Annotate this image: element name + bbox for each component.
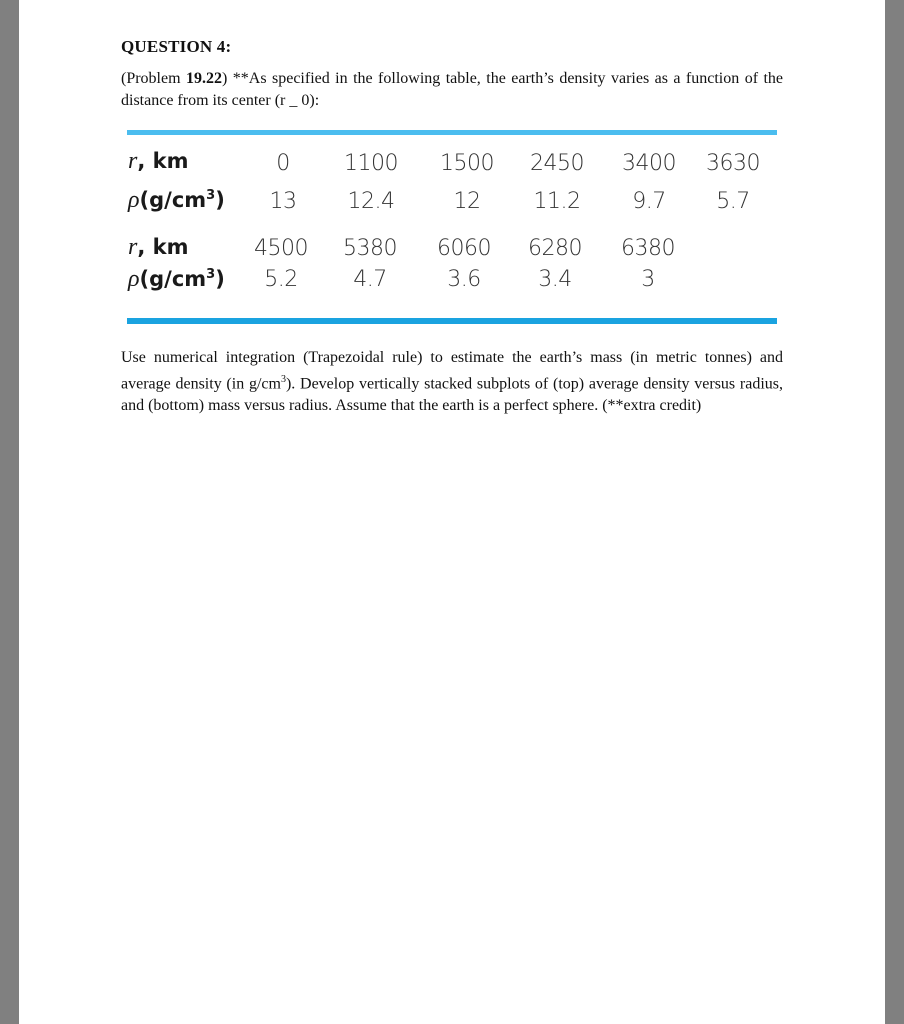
rho-label-row2 <box>128 266 225 293</box>
table-top-rule <box>127 130 777 135</box>
table-cell: 3630 <box>706 151 760 176</box>
r-unit: , km <box>137 149 189 173</box>
table-cell: 0 <box>276 151 290 176</box>
r-unit: , km <box>137 235 189 259</box>
table-cell: 3.4 <box>538 267 572 292</box>
table-cell: 1100 <box>344 151 398 176</box>
table-cell: 12 <box>453 189 481 214</box>
table-cell: 11.2 <box>533 189 581 214</box>
table-cell: 3 <box>641 267 655 292</box>
problem-intro <box>121 68 783 112</box>
rho-unit-sup: 3 <box>206 188 216 203</box>
table-cell: 6060 <box>437 236 491 261</box>
table-cell: 3.6 <box>447 267 481 292</box>
task-description <box>121 347 783 417</box>
task-text-b: ). Develop vertically stacked subplots of (top) average density versus radius, and (bottom) mass versus radius. Assume that the earth is a perfect sphere. (**extra credit) <box>121 375 784 415</box>
table-cell: 9.7 <box>632 189 666 214</box>
rho-symbol: ρ <box>128 187 140 213</box>
table-cell: 5.2 <box>264 267 298 292</box>
table-cell: 3400 <box>622 151 676 176</box>
table-cell: 4.7 <box>353 267 387 292</box>
r-label-row2 <box>128 234 188 261</box>
table-cell: 1500 <box>440 151 494 176</box>
table-cell: 6380 <box>621 236 675 261</box>
task-text-a: Use numerical integration (Trapezoidal rule) to estimate the earth’s mass (in metric tonnes) and average density (in g/cm <box>121 349 783 393</box>
table-cell: 6280 <box>528 236 582 261</box>
table-cell: 5380 <box>343 236 397 261</box>
intro-suffix: ) **As specified in the following table, the earth’s density varies as a function of the distance from its center (r _ 0): <box>121 70 784 109</box>
table-cell: 13 <box>269 189 297 214</box>
rho-label-row1 <box>128 187 225 214</box>
rho-unit-b: ) <box>215 188 225 212</box>
problem-number: 19.22 <box>186 70 222 87</box>
r-label-row1 <box>128 148 188 175</box>
r-symbol: r <box>128 148 138 174</box>
task-sup: 3 <box>280 374 286 385</box>
table-cell: 12.4 <box>347 189 395 214</box>
table-cell: 2450 <box>530 151 584 176</box>
r-symbol: r <box>128 234 138 260</box>
rho-unit-b: ) <box>215 267 225 291</box>
table-bottom-rule <box>127 318 777 324</box>
rho-unit-sup: 3 <box>206 267 216 282</box>
question-title: QUESTION 4: <box>121 37 232 56</box>
intro-prefix: (Problem <box>121 70 186 87</box>
rho-symbol: ρ <box>128 266 140 292</box>
rho-unit-a: (g/cm <box>139 188 207 212</box>
table-cell: 5.7 <box>716 189 750 214</box>
rho-unit-a: (g/cm <box>139 267 207 291</box>
table-cell: 4500 <box>254 236 308 261</box>
document-page <box>19 0 885 1024</box>
